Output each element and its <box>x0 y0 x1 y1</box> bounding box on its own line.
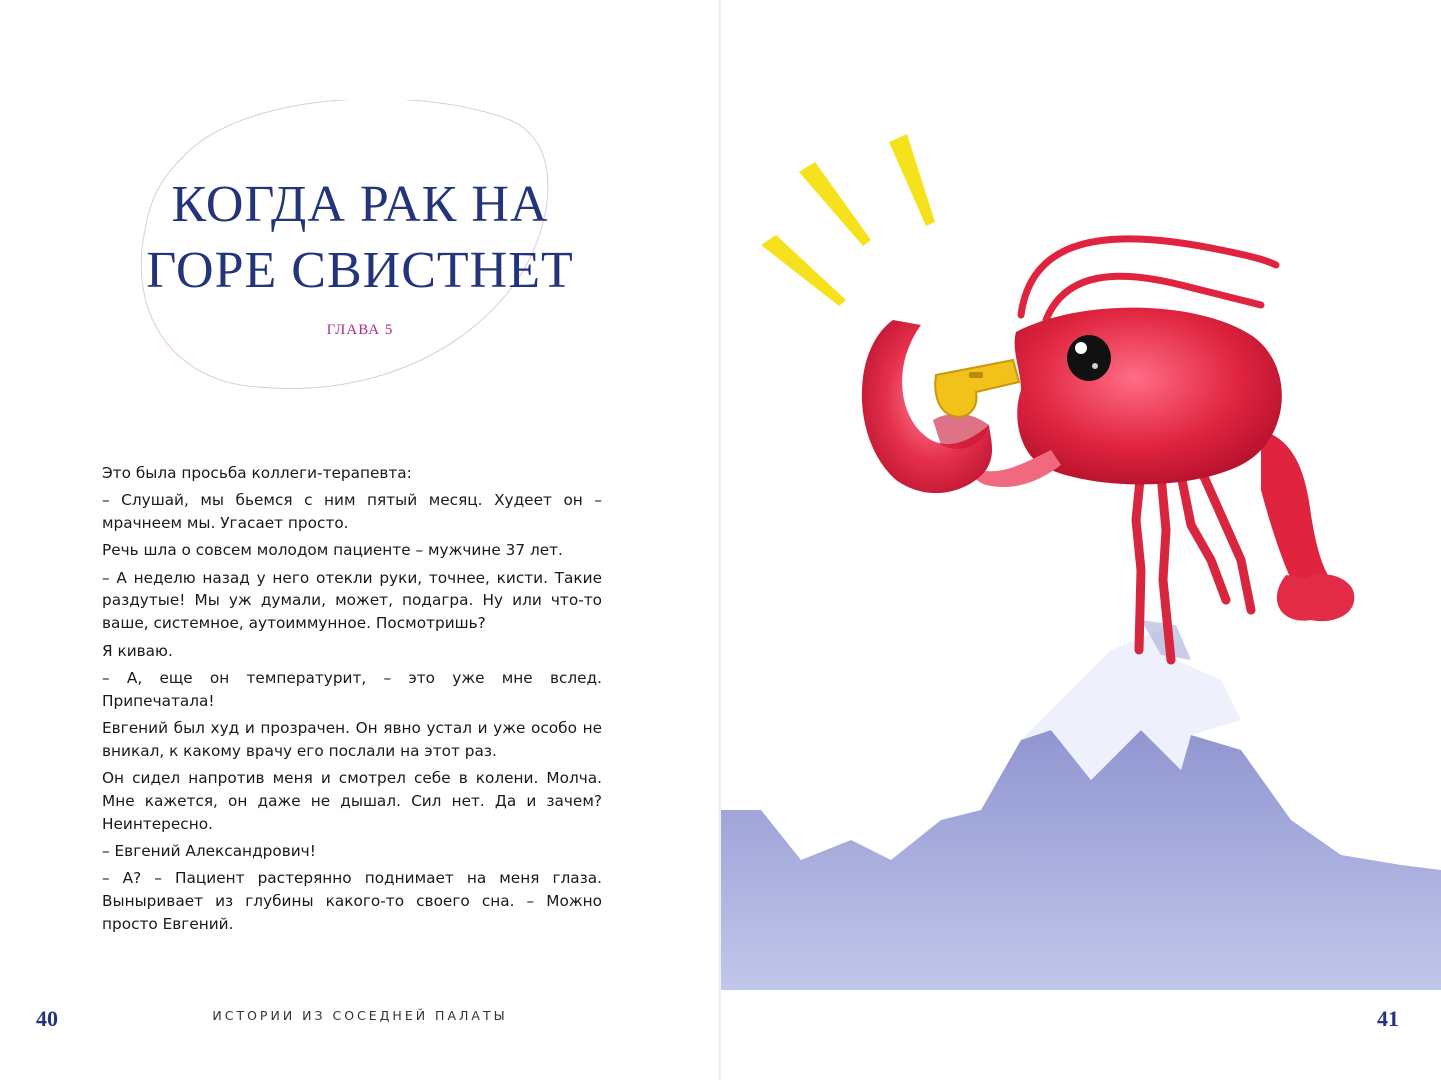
paragraph: Он сидел напротив меня и смотрел себе в колени. Молча. Мне кажется, он даже не дышал. Сил нет. Да и зачем? Неинтересно. <box>102 769 602 833</box>
lobster-tail <box>1261 430 1354 621</box>
paragraph: – Слушай, мы бьемся с ним пятый месяц. Худеет он – мрачнеем мы. Угасает просто. <box>102 491 602 533</box>
paragraph: Я киваю. <box>102 641 173 660</box>
whistle-icon <box>935 360 1019 417</box>
chapter-label: ГЛАВА 5 <box>326 322 394 338</box>
body-text <box>102 462 602 940</box>
paragraph: Речь шла о совсем молодом пациенте – мужчине 37 лет. <box>102 541 563 560</box>
chapter-title-line-1: КОГДА РАК НА <box>171 176 549 233</box>
paragraph: – А, еще он температурит, – это уже мне вслед. Припечатала! <box>102 668 602 710</box>
chapter-title <box>80 172 640 304</box>
right-page <box>721 0 1441 1080</box>
page-number-left: 40 <box>36 1006 58 1031</box>
paragraph: – Евгений Александрович! <box>102 841 316 860</box>
paragraph: Евгений был худ и прозрачен. Он явно устал и уже особо не вникал, к какому врачу его послали на этот раз. <box>102 718 602 760</box>
lobster-whistling-illustration <box>721 120 1441 990</box>
paragraph: Это была просьба коллеги-терапевта: <box>102 464 412 482</box>
left-page <box>0 0 720 1080</box>
paragraph: – А неделю назад у него отекли руки, точнее, кисти. Такие раздутые! Мы уж думали, может, подагра. Ну или что-то ваше, системное, аутоиммунное. Посмотришь? <box>102 568 602 633</box>
lobster-eye <box>1067 335 1111 381</box>
chapter-title-line-2: ГОРЕ СВИСТНЕТ <box>146 242 574 299</box>
whistle-sound-lines <box>761 134 935 306</box>
page-number-right: 41 <box>1377 1006 1399 1031</box>
lobster-antennae <box>1021 239 1276 320</box>
snowy-mountain <box>721 620 1441 990</box>
paragraph: – А? – Пациент растерянно поднимает на меня глаза. Выныривает из глубины какого-то своего сна. – Можно просто Евгений. <box>102 869 602 933</box>
running-head: ИСТОРИИ ИЗ СОСЕДНЕЙ ПАЛАТЫ <box>212 1008 508 1023</box>
